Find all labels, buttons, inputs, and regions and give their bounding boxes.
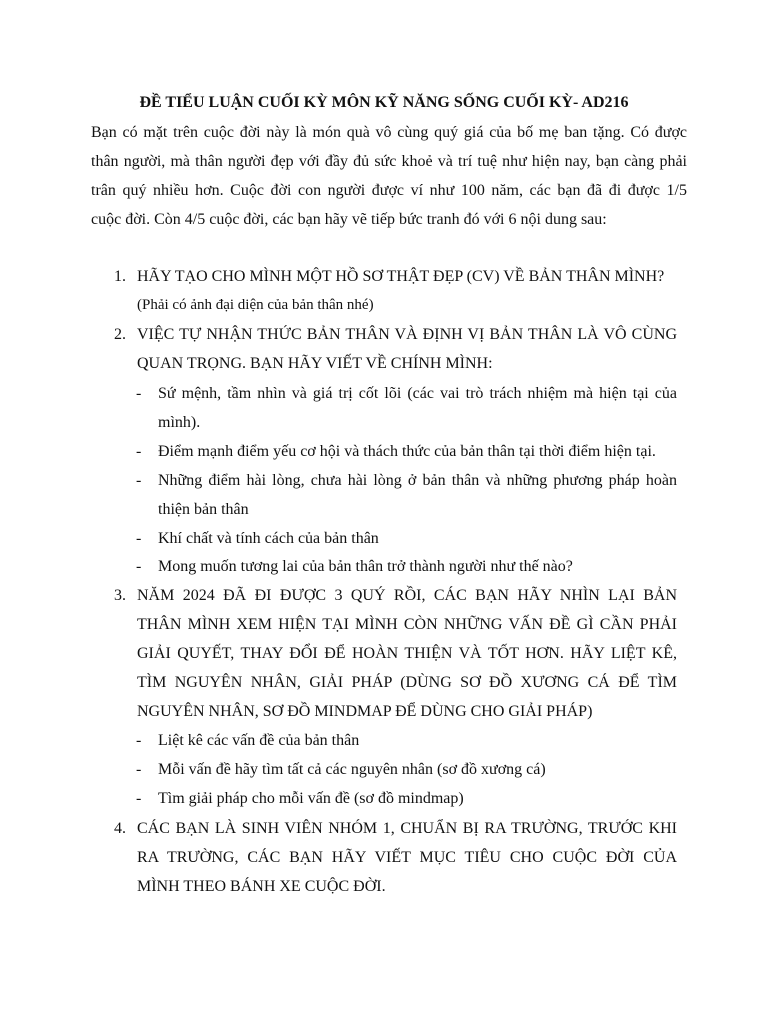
item-line: THÂN MÌNH XEM HIỆN TẠI MÌNH CÒN NHỮNG VẤN ĐỀ GÌ CẦN PHẢI (137, 616, 677, 633)
bullet-dash: - (136, 790, 142, 807)
sub-item-line: Những điểm hài lòng, chưa hài lòng ở bản thân và những phương pháp hoàn (158, 472, 677, 489)
document-title: ĐỀ TIỂU LUẬN CUỐI KỲ MÔN KỸ NĂNG SỐNG CUỐI KỲ- AD216 (139, 94, 629, 111)
bullet-dash: - (136, 472, 142, 489)
sub-item-line: thiện bản thân (158, 501, 249, 518)
sub-item-line: Mong muốn tương lai của bản thân trở thành người như thế nào? (158, 558, 573, 575)
item-4-text (137, 814, 677, 901)
item-line: QUAN TRỌNG. BẠN HÃY VIẾT VỀ CHÍNH MÌNH: (137, 355, 493, 372)
item-1-note: (Phải có ảnh đại diện của bản thân nhé) (137, 297, 374, 313)
item-3-text (137, 581, 677, 726)
intro-paragraph (91, 118, 687, 234)
sub-item (158, 552, 677, 581)
sub-item-line: mình). (158, 414, 201, 431)
sub-item (158, 726, 677, 755)
bullet-dash: - (136, 530, 142, 547)
item-2-number: 2. (114, 326, 126, 343)
sub-item (158, 755, 677, 784)
item-1-number: 1. (114, 268, 126, 285)
sub-item (158, 379, 677, 437)
intro-line: trân quý nhiều hơn. Cuộc đời con người được ví như 100 năm, các bạn đã đi được 1/5 (91, 182, 687, 199)
sub-item-line: Tìm giải pháp cho mỗi vấn đề (sơ đồ mindmap) (158, 790, 464, 807)
sub-item (158, 437, 677, 466)
intro-line: cuộc đời. Còn 4/5 cuộc đời, các bạn hãy vẽ tiếp bức tranh đó với 6 nội dung sau: (91, 211, 607, 228)
bullet-dash: - (136, 558, 142, 575)
item-line: NĂM 2024 ĐÃ ĐI ĐƯỢC 3 QUÝ RỒI, CÁC BẠN HÃY NHÌN LẠI BẢN (137, 587, 677, 604)
sub-item (158, 784, 677, 813)
item-1-text (137, 262, 677, 320)
item-line: CÁC BẠN LÀ SINH VIÊN NHÓM 1, CHUẨN BỊ RA TRƯỜNG, TRƯỚC KHI (137, 820, 677, 837)
bullet-dash: - (136, 385, 142, 402)
item-line: MÌNH THEO BÁNH XE CUỘC ĐỜI. (137, 878, 386, 895)
bullet-dash: - (136, 443, 142, 460)
item-4-number: 4. (114, 820, 126, 837)
item-2-text (137, 320, 677, 378)
item-line: TÌM NGUYÊN NHÂN, GIẢI PHÁP (DÙNG SƠ ĐỒ XƯƠNG CÁ ĐỂ TÌM (137, 674, 677, 691)
bullet-dash: - (136, 761, 142, 778)
sub-item-line: Khí chất và tính cách của bản thân (158, 530, 379, 547)
item-line: RA TRƯỜNG, CÁC BẠN HÃY VIẾT MỤC TIÊU CHO CUỘC ĐỜI CỦA (137, 849, 677, 866)
item-line: HÃY TẠO CHO MÌNH MỘT HỒ SƠ THẬT ĐẸP (CV) VỀ BẢN THÂN MÌNH? (137, 268, 665, 285)
item-line: NGUYÊN NHÂN, SƠ ĐỒ MINDMAP ĐỂ DÙNG CHO GIẢI PHÁP) (137, 703, 593, 720)
item-line: GIẢI QUYẾT, THAY ĐỔI ĐỂ HOÀN THIỆN VÀ TỐT HƠN. HÃY LIỆT KÊ, (137, 645, 677, 662)
sub-item-line: Điểm mạnh điểm yếu cơ hội và thách thức của bản thân tại thời điểm hiện tại. (158, 443, 656, 460)
sub-item (158, 466, 677, 524)
sub-item-line: Mỗi vấn đề hãy tìm tất cả các nguyên nhân (sơ đồ xương cá) (158, 761, 546, 778)
item-3-number: 3. (114, 587, 126, 604)
bullet-dash: - (136, 732, 142, 749)
sub-item (158, 524, 677, 553)
intro-line: thân người, mà thân người đẹp với đầy đủ sức khoẻ và trí tuệ như hiện nay, bạn càng phải (91, 153, 687, 170)
sub-item-line: Liệt kê các vấn đề của bản thân (158, 732, 360, 749)
intro-line: Bạn có mặt trên cuộc đời này là món quà vô cùng quý giá của bố mẹ ban tặng. Có được (91, 124, 687, 141)
sub-item-line: Sứ mệnh, tầm nhìn và giá trị cốt lõi (các vai trò trách nhiệm mà hiện tại của (158, 385, 677, 402)
item-line: VIỆC TỰ NHẬN THỨC BẢN THÂN VÀ ĐỊNH VỊ BẢN THÂN LÀ VÔ CÙNG (137, 326, 677, 343)
